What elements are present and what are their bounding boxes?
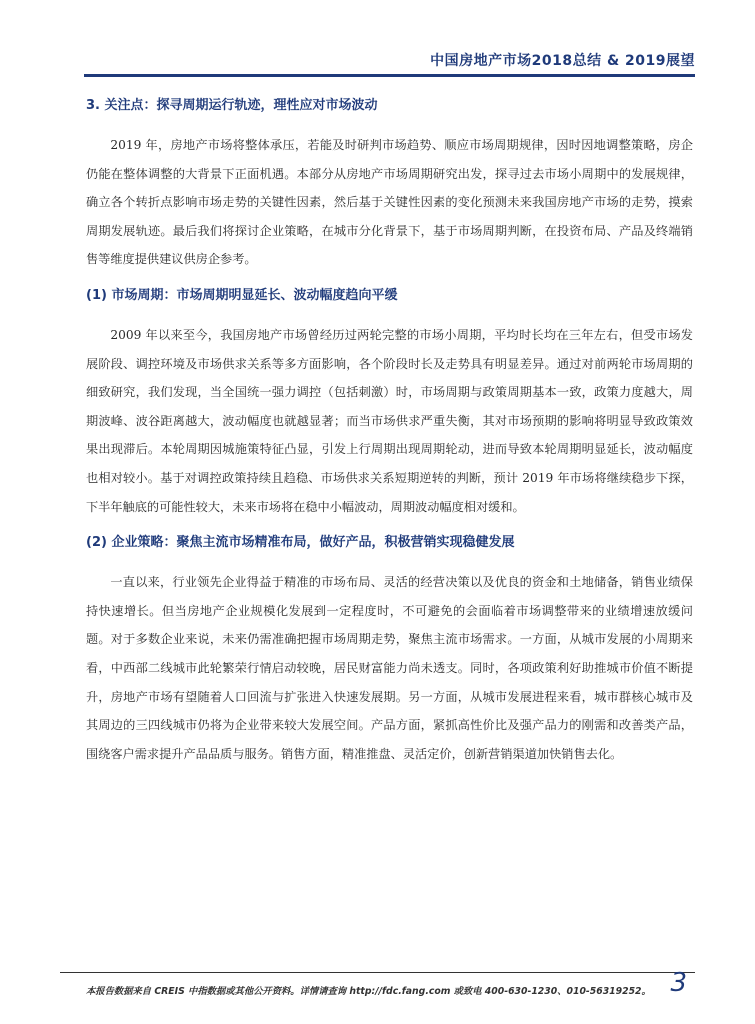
subsection-2-paragraph: 一直以来，行业领先企业得益于精准的市场布局、灵活的经营决策以及优良的资金和土地储备，销售业绩保持快速增长。但当房地产企业规模化发展到一定程度时，不可避免的会面临着市场调整带来的业绩增速放缓问题。对于多数企业来说，未来仍需准确把握市场周期走势，聚焦主流市场需求。一方面，从城市发展的小周期来看，中西部二线城市此轮繁荣行情启动较晚，居民财富能力尚未透支。同时，各项政策利好助推城市价值不断提升，房地产市场有望随着人口回流与扩张进入快速发展期。另一方面，从城市发展进程来看，城市群核心城市及其周边的三四线城市仍将为企业带来较大发展空间。产品方面，紧抓高性价比及强产品力的刚需和改善类产品，围绕客户需求提升产品品质与服务。销售方面，精准推盘、灵活定价，创新营销渠道加快销售去化。 — [86, 575, 693, 761]
footer-divider — [60, 972, 695, 973]
section-heading: 3. 关注点：探寻周期运行轨迹，理性应对市场波动 — [86, 98, 378, 113]
subsection-2-heading: (2) 企业策略：聚焦主流市场精准布局，做好产品，积极营销实现稳健发展 — [86, 535, 515, 551]
subsection-1-heading: (1) 市场周期：市场周期明显延长、波动幅度趋向平缓 — [86, 287, 398, 303]
footer-source-note: 本报告数据来自 CREIS 中指数据或其他公开资料。详情请查询 http://fdc.fang.com 或致电 400-630-1230、010-56319252。 — [86, 986, 651, 997]
main-content — [86, 94, 693, 778]
header-divider — [84, 74, 695, 77]
section-intro-paragraph: 2019 年，房地产市场将整体承压，若能及时研判市场趋势、顺应市场周期规律，因时因地调整策略，房企仍能在整体调整的大背景下正面机遇。本部分从房地产市场周期研究出发，探寻过去市场小周期中的发展规律，确立各个转折点影响市场走势的关键性因素，然后基于关键性因素的变化预测未来我国房地产市场的走势，摸索周期发展轨迹。最后我们将探讨企业策略，在城市分化背景下，基于市场周期判断，在投资布局、产品及终端销售等维度提供建议供房企参考。 — [86, 138, 693, 267]
subsection-1-paragraph: 2009 年以来至今，我国房地产市场曾经历过两轮完整的市场小周期，平均时长均在三年左右，但受市场发展阶段、调控环境及市场供求关系等多方面影响，各个阶段时长及走势具有明显差异。通过对前两轮市场周期的细致研究，我们发现，当全国统一强力调控（包括刺激）时，市场周期与政策周期基本一致，政策力度越大，周期波峰、波谷距离越大，波动幅度也就越显著；而当市场供求严重失衡，其对市场预期的影响将明显导致政策效果出现滞后。本轮周期因城施策特征凸显，引发上行周期出现周期轮动，进而导致本轮周期明显延长，波动幅度也相对较小。基于对调控政策持续且趋稳、市场供求关系短期逆转的判断，预计 2019 年市场将继续稳步下探，下半年触底的可能性较大，未来市场将在稳中小幅波动，周期波动幅度相对缓和。 — [86, 327, 693, 514]
page-header-title: 中国房地产市场2018总结 & 2019展望 — [430, 53, 695, 69]
page-number: 3 — [670, 968, 687, 998]
